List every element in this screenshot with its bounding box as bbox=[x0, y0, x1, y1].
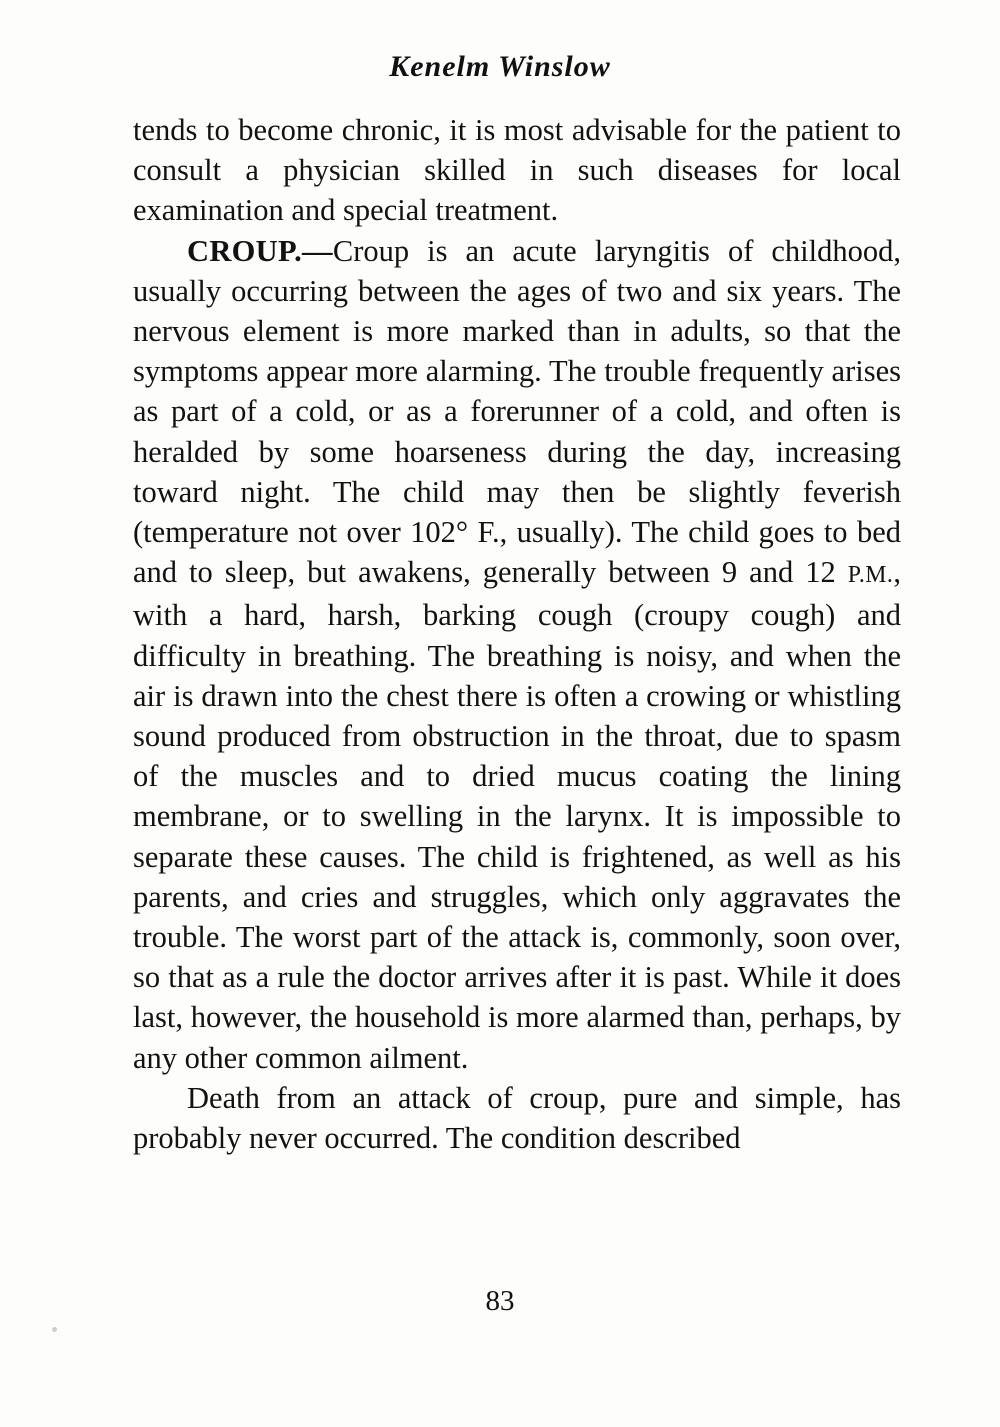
paragraph-continued bbox=[133, 110, 901, 231]
paragraph-croup-text: Croup is an acute laryngitis of childhood, usually occurring between the ages of two and six years. The nervous element is more marked than in adults, so that the symptoms appear more alarming. The trouble frequently arises as part of a cold, or as a forerunner of a cold, and often is heralded by some hoarseness during the day, increasing toward night. The child may then be slightly feverish (temperature not over 102° F., usually). The child goes to bed and to sleep, but awakens, generally between 9 and 12 bbox=[133, 233, 901, 590]
paragraph-death-text: Death from an attack of croup, pure and simple, has probably never occurred. The condition described bbox=[133, 1080, 901, 1156]
page-body bbox=[133, 110, 901, 1158]
paragraph-croup-text-after: , with a hard, harsh, barking cough (croupy cough) and difficulty in breathing. The breathing is noisy, and when the air is drawn into the chest there is often a crowing or whistling sound produced from obstruction in the throat, due to spasm of the muscles and to dried mucus coating the lining membrane, or to swelling in the larynx. It is impossible to separate these causes. The child is frightened, as well as his parents, and cries and struggles, which only aggravates the trouble. The worst part of the attack is, commonly, soon over, so that as a rule the doctor arrives after it is past. While it does last, however, the household is more alarmed than, perhaps, by any other common ailment. bbox=[133, 555, 901, 1075]
smallcaps-pm: P.M. bbox=[847, 562, 894, 589]
page-number: 83 bbox=[485, 1285, 515, 1317]
running-head: Kenelm Winslow bbox=[389, 50, 611, 83]
run-in-heading-croup: CROUP.— bbox=[187, 233, 333, 268]
paper-speck bbox=[52, 1327, 57, 1332]
paragraph-death bbox=[133, 1078, 901, 1158]
paragraph-continued-text: tends to become chronic, it is most advisable for the patient to consult a physician skilled in such diseases for local examination and special treatment. bbox=[133, 113, 901, 228]
paragraph-croup bbox=[133, 231, 901, 1078]
